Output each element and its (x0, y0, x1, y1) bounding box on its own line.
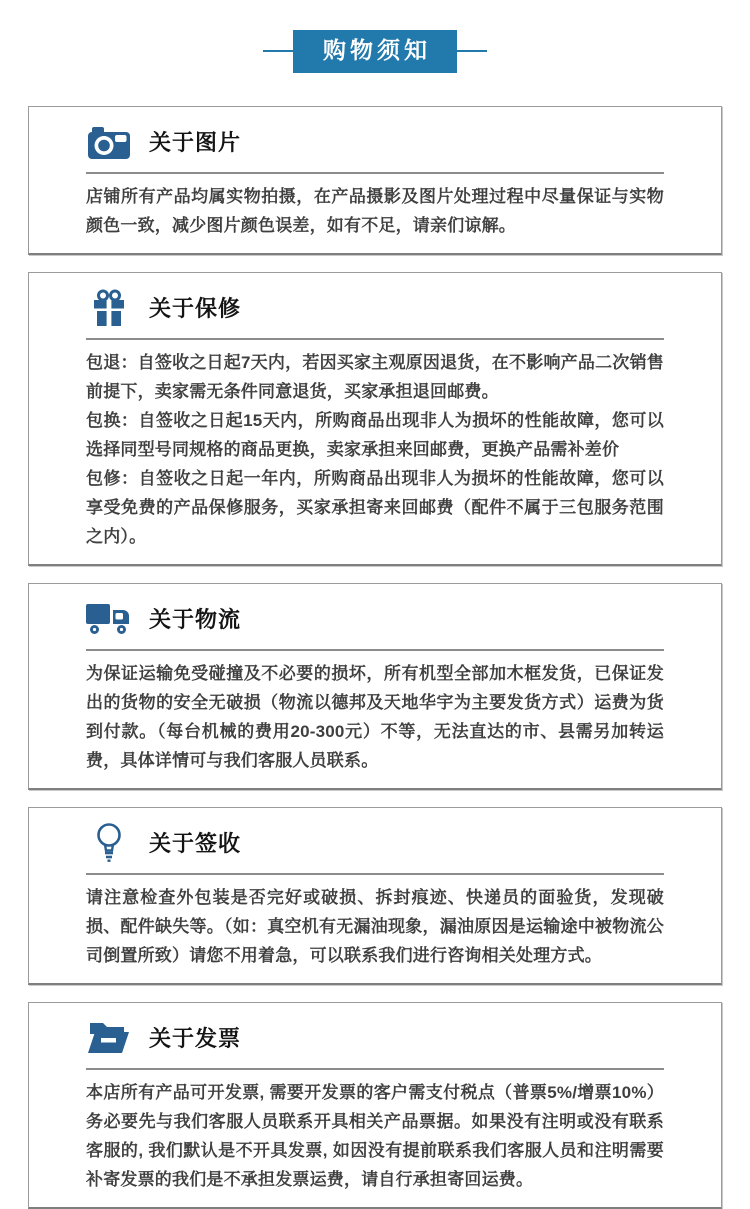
card-paragraph: 包退：自签收之日起7天内，若因买家主观原因退货，在不影响产品二次销售前提下，卖家需无条件同意退货，买家承担退回邮费。 (86, 352, 664, 401)
card-title: 关于保修 (149, 296, 242, 322)
card-header (86, 816, 664, 875)
card-body (86, 340, 664, 551)
card-header (86, 281, 664, 340)
card-title: 关于图片 (149, 130, 242, 156)
folder-icon (86, 1017, 132, 1059)
card-paragraph: 请注意检查外包装是否完好或破损、拆封痕迹、快递员的面验货，发现破损、配件缺失等。（如：真空机有无漏油现象，漏油原因是运输途中被物流公司倒置所致）请您不用着急，可以联系我们进行咨询相关处理方式。 (86, 887, 664, 965)
card-title: 关于签收 (149, 831, 242, 857)
notice-card-images (28, 106, 722, 255)
card-body (86, 1070, 664, 1194)
banner-right-line (457, 50, 487, 52)
banner-left-line (263, 50, 293, 52)
card-paragraph: 为保证运输免受碰撞及不必要的损坏，所有机型全部加木框发货，已保证发出的货物的安全无破损（物流以德邦及天地华宇为主要发货方式）运费为货到付款。（每台机械的费用20-300元）不等，无法直达的市、县需另加转运费，具体详情可与我们客服人员联系。 (86, 663, 664, 770)
card-header (86, 115, 664, 174)
gift-icon (86, 287, 132, 329)
card-paragraph: 包修：自签收之日起一年内，所购商品出现非人为损坏的性能故障，您可以享受免费的产品保修服务，买家承担寄来回邮费（配件不属于三包服务范围之内）。 (86, 468, 664, 546)
card-paragraph: 店铺所有产品均属实物拍摄，在产品摄影及图片处理过程中尽量保证与实物颜色一致，减少图片颜色误差，如有不足，请亲们谅解。 (86, 186, 664, 235)
notice-card-logistics (28, 583, 722, 790)
bulb-icon (86, 822, 132, 864)
card-title: 关于发票 (149, 1026, 242, 1052)
page-title: 购物须知 (293, 30, 457, 73)
card-body (86, 875, 664, 970)
card-title: 关于物流 (149, 607, 242, 633)
notice-card-warranty (28, 272, 722, 566)
notice-card-invoice (28, 1002, 722, 1209)
notice-card-receipt (28, 807, 722, 985)
card-body (86, 174, 664, 240)
card-header (86, 1011, 664, 1070)
truck-icon (86, 598, 132, 640)
notice-cards (0, 106, 750, 1209)
card-paragraph: 本店所有产品可开发票, 需要开发票的客户需支付税点（普票5%/增票10%）务必要先与我们客服人员联系开具相关产品票据。如果没有注明或没有联系客服的, 我们默认是不开具发票, 如因没有提前联系我们客服人员和注明需要补寄发票的我们是不承担发票运费，请自行承担寄回运费。 (86, 1082, 664, 1189)
card-body (86, 651, 664, 775)
camera-icon (86, 121, 132, 163)
card-paragraph: 包换：自签收之日起15天内，所购商品出现非人为损坏的性能故障，您可以选择同型号同规格的商品更换，卖家承担来回邮费，更换产品需补差价 (86, 410, 664, 459)
card-header (86, 592, 664, 651)
page-title-banner (0, 30, 750, 73)
